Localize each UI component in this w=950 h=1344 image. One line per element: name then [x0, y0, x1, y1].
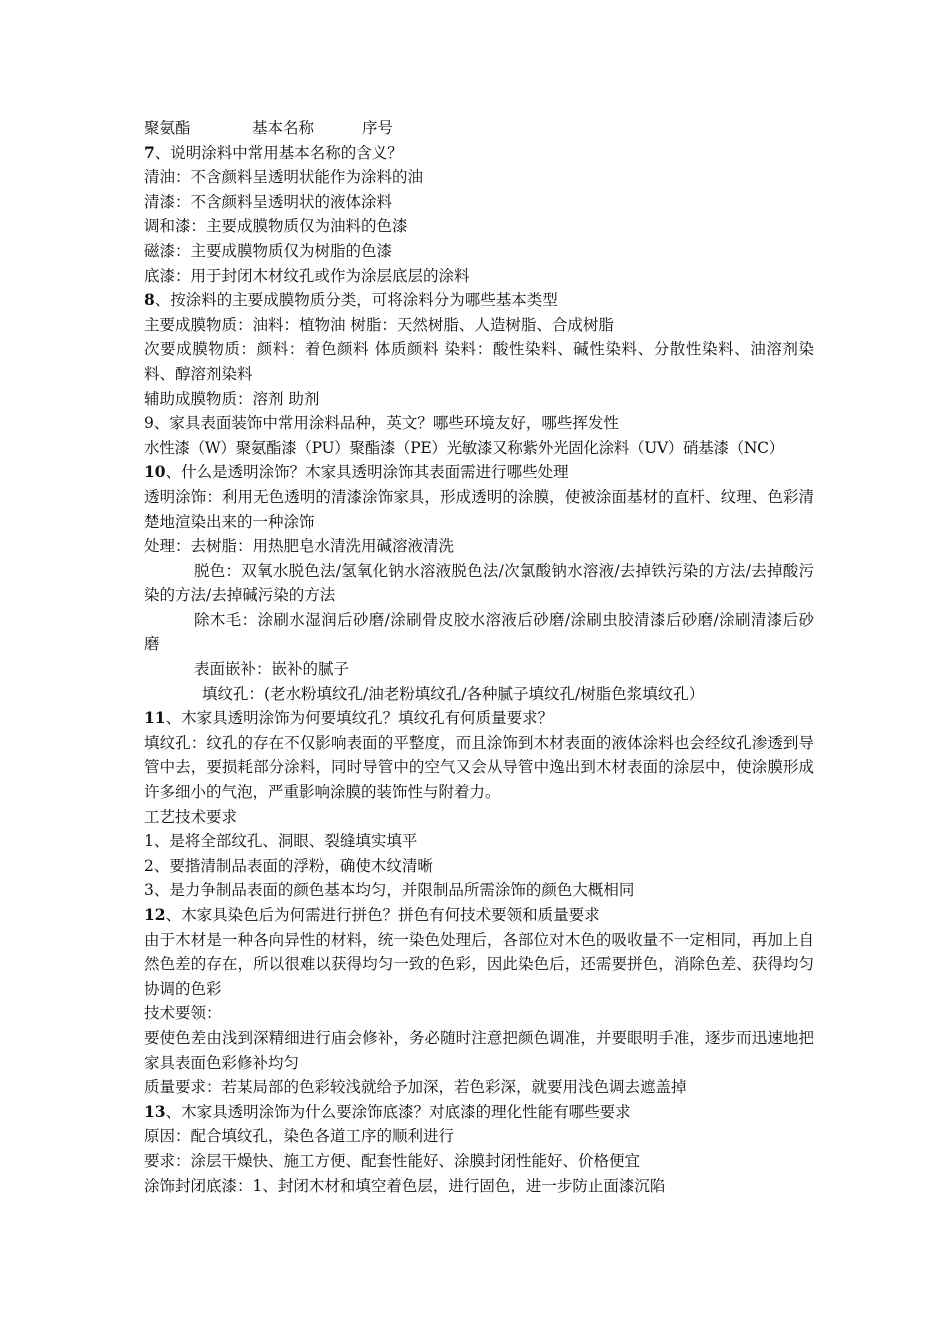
q7-item: 清油：不含颜料呈透明状能作为涂料的油	[144, 168, 424, 187]
q12-answer: 由于木材是一种各向异性的材料，统一染色处理后，各部位对木色的吸收量不一定相同，再加上自然色差的存在，所以很难以获得均匀一致的色彩，因此染色后，还需要拼色，消除色差、获得均匀协调的色彩	[144, 930, 814, 998]
question-12: 12、木家具染色后为何需进行拼色？拼色有何技术要领和质量要求	[144, 905, 600, 924]
q11-req-title: 工艺技术要求	[144, 807, 238, 826]
q13-requirement: 要求：涂层干燥快、施工方便、配套性能好、涂膜封闭性能好、价格便宜	[144, 1151, 641, 1170]
header-col-1: 聚氨酯	[144, 119, 191, 137]
q10-process: 处理：去树脂：用热肥皂水清洗用碱溶液清洗	[144, 537, 455, 556]
q11-answer: 填纹孔：纹孔的存在不仅影响表面的平整度，而且涂饰到木材表面的液体涂料也会经纹孔渗透到导管中去，要损耗部分涂料，同时导管中的空气又会从导管中逸出到木材表面的涂层中，使涂膜形成许多细小的气泡，严重影响涂膜的装饰性与附着力。	[144, 733, 814, 802]
q7-item: 调和漆：主要成膜物质仅为油料的色漆	[144, 217, 408, 236]
table-header-row	[144, 116, 814, 141]
question-7: 7、说明涂料中常用基本名称的含义？	[144, 142, 403, 162]
question-9: 9、家具表面装饰中常用涂料品种，英文？哪些环境友好，哪些挥发性	[144, 414, 619, 433]
q7-item: 清漆：不含颜料呈透明状的液体涂料	[144, 192, 393, 211]
q9-answer: 水性漆（W）聚氨酯漆（PU）聚酯漆（PE）光敏漆又称紫外光固化涂料（UV）硝基漆（NC）	[144, 438, 784, 457]
q7-item: 磁漆：主要成膜物质仅为树脂的色漆	[144, 241, 393, 260]
q13-seal: 涂饰封闭底漆：1、封闭木材和填空着色层，进行固色，进一步防止面漆沉陷	[144, 1176, 666, 1195]
header-col-2: 基本名称	[252, 119, 315, 137]
question-11: 11、木家具透明涂饰为何要填纹孔？填纹孔有何质量要求？	[144, 708, 554, 728]
q11-req-item: 2、要揩清制品表面的浮粉，确使木纹清晰	[144, 856, 433, 875]
q10-patch: 表面嵌补：嵌补的腻子	[194, 660, 350, 679]
q12-tech-title: 技术要领：	[144, 1004, 222, 1023]
q10-defuzz: 除木毛：涂刷水湿润后砂磨/涂刷骨皮胶水溶液后砂磨/涂刷虫胶清漆后砂磨/涂刷清漆后砂磨	[144, 610, 814, 654]
q8-item: 辅助成膜物质：溶剂 助剂	[144, 389, 320, 408]
q8-item: 次要成膜物质：颜料：着色颜料 体质颜料 染料：酸性染料、碱性染料、分散性染料、油溶剂染料、醇溶剂染料	[144, 340, 814, 383]
q10-fill: 填纹孔：(老水粉填纹孔/油老粉填纹孔/各种腻子填纹孔/树脂色浆填纹孔）	[202, 684, 705, 703]
q12-tech: 要使色差由浅到深精细进行庙会修补，务必随时注意把颜色调准，并要眼明手准，逐步而迅速地把家具表面色彩修补均匀	[144, 1028, 814, 1072]
q13-reason: 原因：配合填纹孔，染色各道工序的顺利进行	[144, 1127, 455, 1146]
header-col-3: 序号	[362, 119, 394, 137]
q12-quality: 质量要求：若某局部的色彩较浅就给予加深，若色彩深，就要用浅色调去遮盖掉	[144, 1078, 687, 1097]
q10-decolor: 脱色：双氧水脱色法/氢氧化钠水溶液脱色法/次氯酸钠水溶液/去掉铁污染的方法/去掉酸污染的方法/去掉碱污染的方法	[144, 561, 814, 605]
question-13: 13、木家具透明涂饰为什么要涂饰底漆？对底漆的理化性能有哪些要求	[144, 1101, 631, 1121]
q10-definition: 透明涂饰：利用无色透明的清漆涂饰家具，形成透明的涂膜，使被涂面基材的直杆、纹理、色彩清楚地渲染出来的一种涂饰	[144, 487, 814, 531]
q7-item: 底漆：用于封闭木材纹孔或作为涂层底层的涂料	[144, 266, 470, 285]
q11-req-item: 3、是力争制品表面的颜色基本均匀，并限制品所需涂饰的颜色大概相同	[144, 881, 635, 900]
q11-req-item: 1、是将全部纹孔、洞眼、裂缝填实填平	[144, 832, 418, 851]
q8-item: 主要成膜物质：油料：植物油 树脂：天然树脂、人造树脂、合成树脂	[144, 315, 614, 334]
document-body	[144, 116, 814, 1198]
question-8: 8、按涂料的主要成膜物质分类，可将涂料分为哪些基本类型	[144, 290, 558, 310]
question-10: 10、什么是透明涂饰？木家具透明涂饰其表面需进行哪些处理	[144, 462, 569, 482]
